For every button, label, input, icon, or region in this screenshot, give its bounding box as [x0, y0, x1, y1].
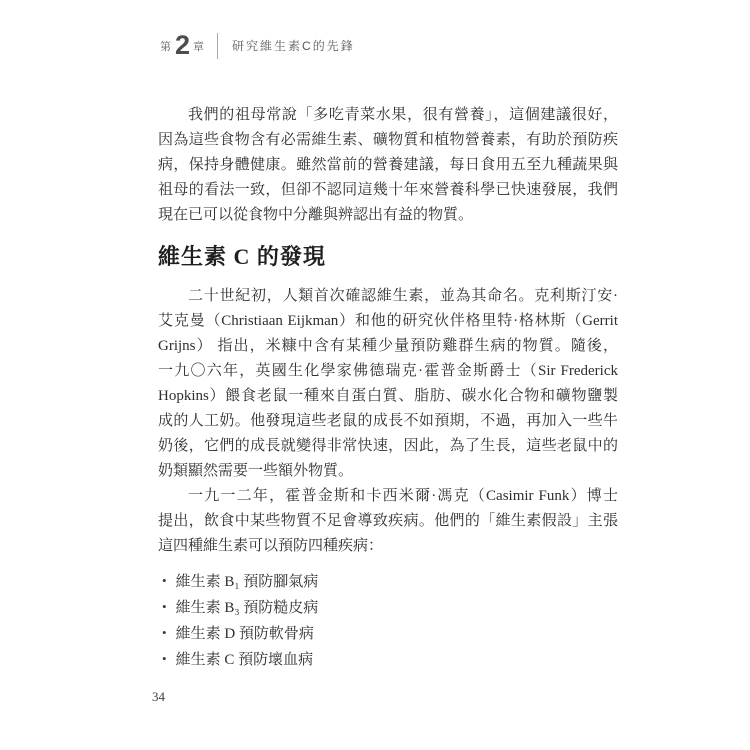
text-line: 艾克曼（Christiaan Eijkman）和他的研究伙伴格里特·格林斯（Gerrit: [158, 313, 618, 329]
text-line: Hopkins）餵食老鼠一種來自蛋白質、脂肪、碳水化合物和礦物鹽製: [158, 388, 618, 404]
chapter-header: [160, 32, 355, 59]
chapter-prefix: 第: [160, 40, 172, 53]
text-line: 二十世紀初，人類首次確認維生素，並為其命名。克利斯汀安·: [188, 288, 618, 304]
text-line: Grijns） 指出，米糠中含有某種少量預防雞群生病的物質。隨後，: [158, 338, 618, 354]
chapter-suffix: 章: [193, 40, 206, 53]
page-number: 34: [152, 689, 165, 704]
text-line: 我們的祖母常說「多吃青菜水果，很有營養」，這個建議很好，: [188, 107, 618, 123]
discovery-paragraph-2: [158, 484, 618, 559]
text-line: 因為這些食物含有必需維生素、礦物質和植物營養素，有助於預防疾: [158, 132, 618, 148]
intro-paragraph: [158, 103, 618, 228]
text-line: 奶後，它們的成長就變得非常快速，因此，為了生長，這些老鼠中的: [158, 438, 618, 454]
section-heading: 維生素 C 的發現: [158, 244, 326, 269]
text-line: 成的人工奶。他發現這些老鼠的成長不如預期，不過，再加入一些牛: [158, 413, 618, 429]
vitamin-list-item: • 維生素 C 預防壞血病: [162, 647, 618, 673]
vitamin-list-item: • 維生素 D 預防軟骨病: [162, 621, 618, 647]
page-content: [158, 103, 618, 673]
text-line: 這四種維生素可以預防四種疾病：: [158, 538, 384, 554]
text-line: 奶類顯然需要一些額外物質。: [158, 463, 354, 479]
text-line: 現在已可以從食物中分離與辨認出有益的物質。: [158, 207, 474, 223]
text-line: 提出，飲食中某些物質不足會導致疾病。他們的「維生素假設」主張: [158, 513, 618, 529]
vitamin-hypothesis-list: [158, 569, 618, 673]
vitamin-list-item: • 維生素 B₃ 預防糙皮病: [162, 595, 618, 621]
chapter-title: 研究維生素C的先鋒: [232, 39, 355, 53]
chapter-divider: [217, 33, 218, 59]
chapter-number: 2: [175, 30, 191, 60]
discovery-paragraph-1: [158, 284, 618, 484]
text-line: 一九〇六年，英國生化學家佛德瑞克·霍普金斯爵士（Sir Frederick: [158, 363, 618, 379]
text-line: 病，保持身體健康。雖然當前的營養建議，每日食用五至九種蔬果與: [158, 157, 618, 173]
text-line: 一九一二年，霍普金斯和卡西米爾·馮克（Casimir Funk）博士: [188, 488, 618, 504]
vitamin-list-item: • 維生素 B₁ 預防腳氣病: [162, 569, 618, 595]
text-line: 祖母的看法一致，但卻不認同這幾十年來營養科學已快速發展，我們: [158, 182, 618, 198]
